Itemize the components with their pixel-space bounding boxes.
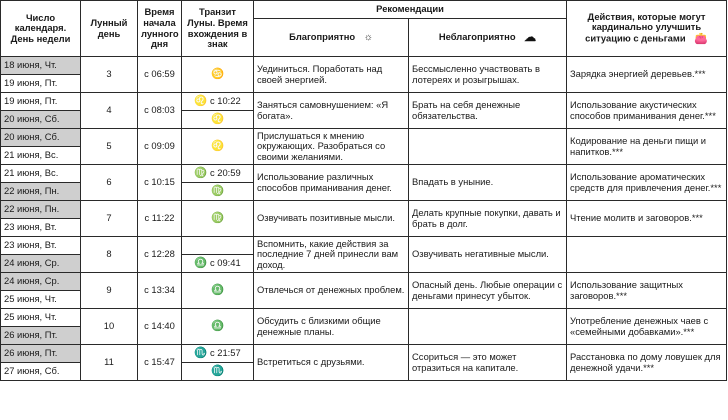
date-cell: 19 июня, Пт. <box>1 93 81 111</box>
table-row <box>1 345 727 363</box>
header-actions: Действия, которые могут кардинально улучшить ситуацию с деньгами 👛 <box>567 1 727 57</box>
wallet-icon: 👛 <box>694 32 708 45</box>
date-cell: 23 июня, Вт. <box>1 237 81 255</box>
transit-time: с 21:57 <box>209 346 241 358</box>
zodiac-sign-icon: ♏ <box>194 346 208 359</box>
start-time-cell: с 11:22 <box>138 201 182 237</box>
start-time-cell: с 14:40 <box>138 309 182 345</box>
zodiac-sign-icon: ♏ <box>210 364 225 377</box>
date-cell: 18 июня, Чт. <box>1 57 81 75</box>
start-time-cell: с 06:59 <box>138 57 182 93</box>
unfavorable-cell: Брать на себя денежные обязательства. <box>409 93 567 129</box>
action-cell: Расстановка по дому ловушек для денежной удачи.*** <box>567 345 727 381</box>
zodiac-sign-icon: ♌ <box>194 94 208 107</box>
table-body <box>1 57 727 381</box>
header-transit: Транзит Луны. Время вхождения в знак <box>182 1 254 57</box>
header-favorable: Благоприятно ☼ <box>254 19 409 57</box>
favorable-cell: Заняться самовнушением: «Я богата». <box>254 93 409 129</box>
table-row <box>1 237 727 255</box>
zodiac-sign-icon: ♌ <box>210 112 225 125</box>
header-lunar-day: Лунный день <box>81 1 138 57</box>
zodiac-sign-icon: ♎ <box>194 256 208 269</box>
favorable-cell: Встретиться с друзьями. <box>254 345 409 381</box>
date-cell: 21 июня, Вс. <box>1 165 81 183</box>
date-cell: 20 июня, Сб. <box>1 111 81 129</box>
date-cell: 20 июня, Сб. <box>1 129 81 147</box>
unfavorable-cell <box>409 129 567 165</box>
transit-cell <box>182 237 254 255</box>
transit-cell <box>182 165 254 183</box>
header-date: Число календаря. День недели <box>1 1 81 57</box>
transit-cell <box>182 183 254 201</box>
sun-icon: ☼ <box>363 31 373 43</box>
unfavorable-cell: Бессмысленно участвовать в лотереях и розыгрышах. <box>409 57 567 93</box>
favorable-cell: Вспомнить, какие действия за последние 7 дней принесли вам доход. <box>254 237 409 273</box>
favorable-cell: Прислушаться к мнению окружающих. Разобраться со своими желаниями. <box>254 129 409 165</box>
date-cell: 22 июня, Пн. <box>1 183 81 201</box>
unfavorable-cell: Ссориться — это может отразиться на капитале. <box>409 345 567 381</box>
action-cell: Чтение молитв и заговоров.*** <box>567 201 727 237</box>
unfavorable-cell: Впадать в уныние. <box>409 165 567 201</box>
start-time-cell: с 13:34 <box>138 273 182 309</box>
storm-cloud-icon: ☁ <box>524 29 537 44</box>
transit-time: с 20:59 <box>209 166 241 178</box>
lunar-day-cell: 7 <box>81 201 138 237</box>
action-cell: Употребление денежных чаев с «семейными добавками».*** <box>567 309 727 345</box>
lunar-day-cell: 3 <box>81 57 138 93</box>
date-cell: 27 июня, Сб. <box>1 363 81 381</box>
lunar-day-cell: 9 <box>81 273 138 309</box>
transit-cell <box>182 129 254 165</box>
action-cell: Использование акустических способов приманивания денег.*** <box>567 93 727 129</box>
date-cell: 26 июня, Пт. <box>1 327 81 345</box>
favorable-cell: Озвучивать позитивные мысли. <box>254 201 409 237</box>
date-cell: 21 июня, Вс. <box>1 147 81 165</box>
date-cell: 25 июня, Чт. <box>1 291 81 309</box>
transit-cell <box>182 111 254 129</box>
start-time-cell: с 08:03 <box>138 93 182 129</box>
zodiac-sign-icon: ♍ <box>194 166 208 179</box>
date-cell: 22 июня, Пн. <box>1 201 81 219</box>
favorable-cell: Использование различных способов приманивания денег. <box>254 165 409 201</box>
date-cell: 19 июня, Пт. <box>1 75 81 93</box>
header-unfavorable: Неблагоприятно ☁ <box>409 19 567 57</box>
date-cell: 26 июня, Пт. <box>1 345 81 363</box>
transit-time: с 09:41 <box>209 256 241 268</box>
lunar-day-cell: 11 <box>81 345 138 381</box>
table-row <box>1 93 727 111</box>
date-cell: 23 июня, Вт. <box>1 219 81 237</box>
transit-cell <box>182 255 254 273</box>
unfavorable-cell: Опасный день. Любые операции с деньгами принесут убыток. <box>409 273 567 309</box>
action-cell: Зарядка энергией деревьев.*** <box>567 57 727 93</box>
unfavorable-cell <box>409 309 567 345</box>
lunar-day-cell: 8 <box>81 237 138 273</box>
lunar-day-cell: 10 <box>81 309 138 345</box>
table-row <box>1 273 727 291</box>
start-time-cell: с 15:47 <box>138 345 182 381</box>
favorable-cell: Обсудить с близкими общие денежные планы. <box>254 309 409 345</box>
zodiac-sign-icon: ♎ <box>210 283 225 296</box>
unfavorable-cell: Озвучивать негативные мысли. <box>409 237 567 273</box>
start-time-cell: с 10:15 <box>138 165 182 201</box>
transit-cell <box>182 57 254 93</box>
transit-cell <box>182 273 254 309</box>
action-cell: Использование ароматических средств для привлечения денег.*** <box>567 165 727 201</box>
transit-cell <box>182 201 254 237</box>
start-time-cell: с 09:09 <box>138 129 182 165</box>
date-cell: 24 июня, Ср. <box>1 255 81 273</box>
date-cell: 24 июня, Ср. <box>1 273 81 291</box>
zodiac-sign-icon: ♍ <box>210 211 225 224</box>
lunar-day-cell: 5 <box>81 129 138 165</box>
unfavorable-cell: Делать крупные покупки, давать и брать в долг. <box>409 201 567 237</box>
table-row <box>1 165 727 183</box>
transit-cell <box>182 345 254 363</box>
table-row <box>1 309 727 327</box>
transit-cell <box>182 363 254 381</box>
zodiac-sign-icon: ♌ <box>210 139 225 152</box>
header-start-time: Время начала лунного дня <box>138 1 182 57</box>
header-recommendations: Рекомендации <box>254 1 567 19</box>
transit-time: с 10:22 <box>209 94 241 106</box>
zodiac-sign-icon: ♎ <box>210 319 225 332</box>
action-cell: Использование защитных заговоров.*** <box>567 273 727 309</box>
table-row <box>1 201 727 219</box>
table-row <box>1 129 727 147</box>
table-row <box>1 57 727 75</box>
transit-cell <box>182 309 254 345</box>
lunar-day-cell: 4 <box>81 93 138 129</box>
action-cell: Кодирование на деньги пищи и напитков.*** <box>567 129 727 165</box>
action-cell <box>567 237 727 273</box>
zodiac-sign-icon: ♋ <box>210 67 225 80</box>
favorable-cell: Отвлечься от денежных проблем. <box>254 273 409 309</box>
date-cell: 25 июня, Чт. <box>1 309 81 327</box>
zodiac-sign-icon: ♍ <box>210 184 225 197</box>
favorable-cell: Уединиться. Поработать над своей энергией. <box>254 57 409 93</box>
start-time-cell: с 12:28 <box>138 237 182 273</box>
lunar-day-cell: 6 <box>81 165 138 201</box>
transit-cell <box>182 93 254 111</box>
